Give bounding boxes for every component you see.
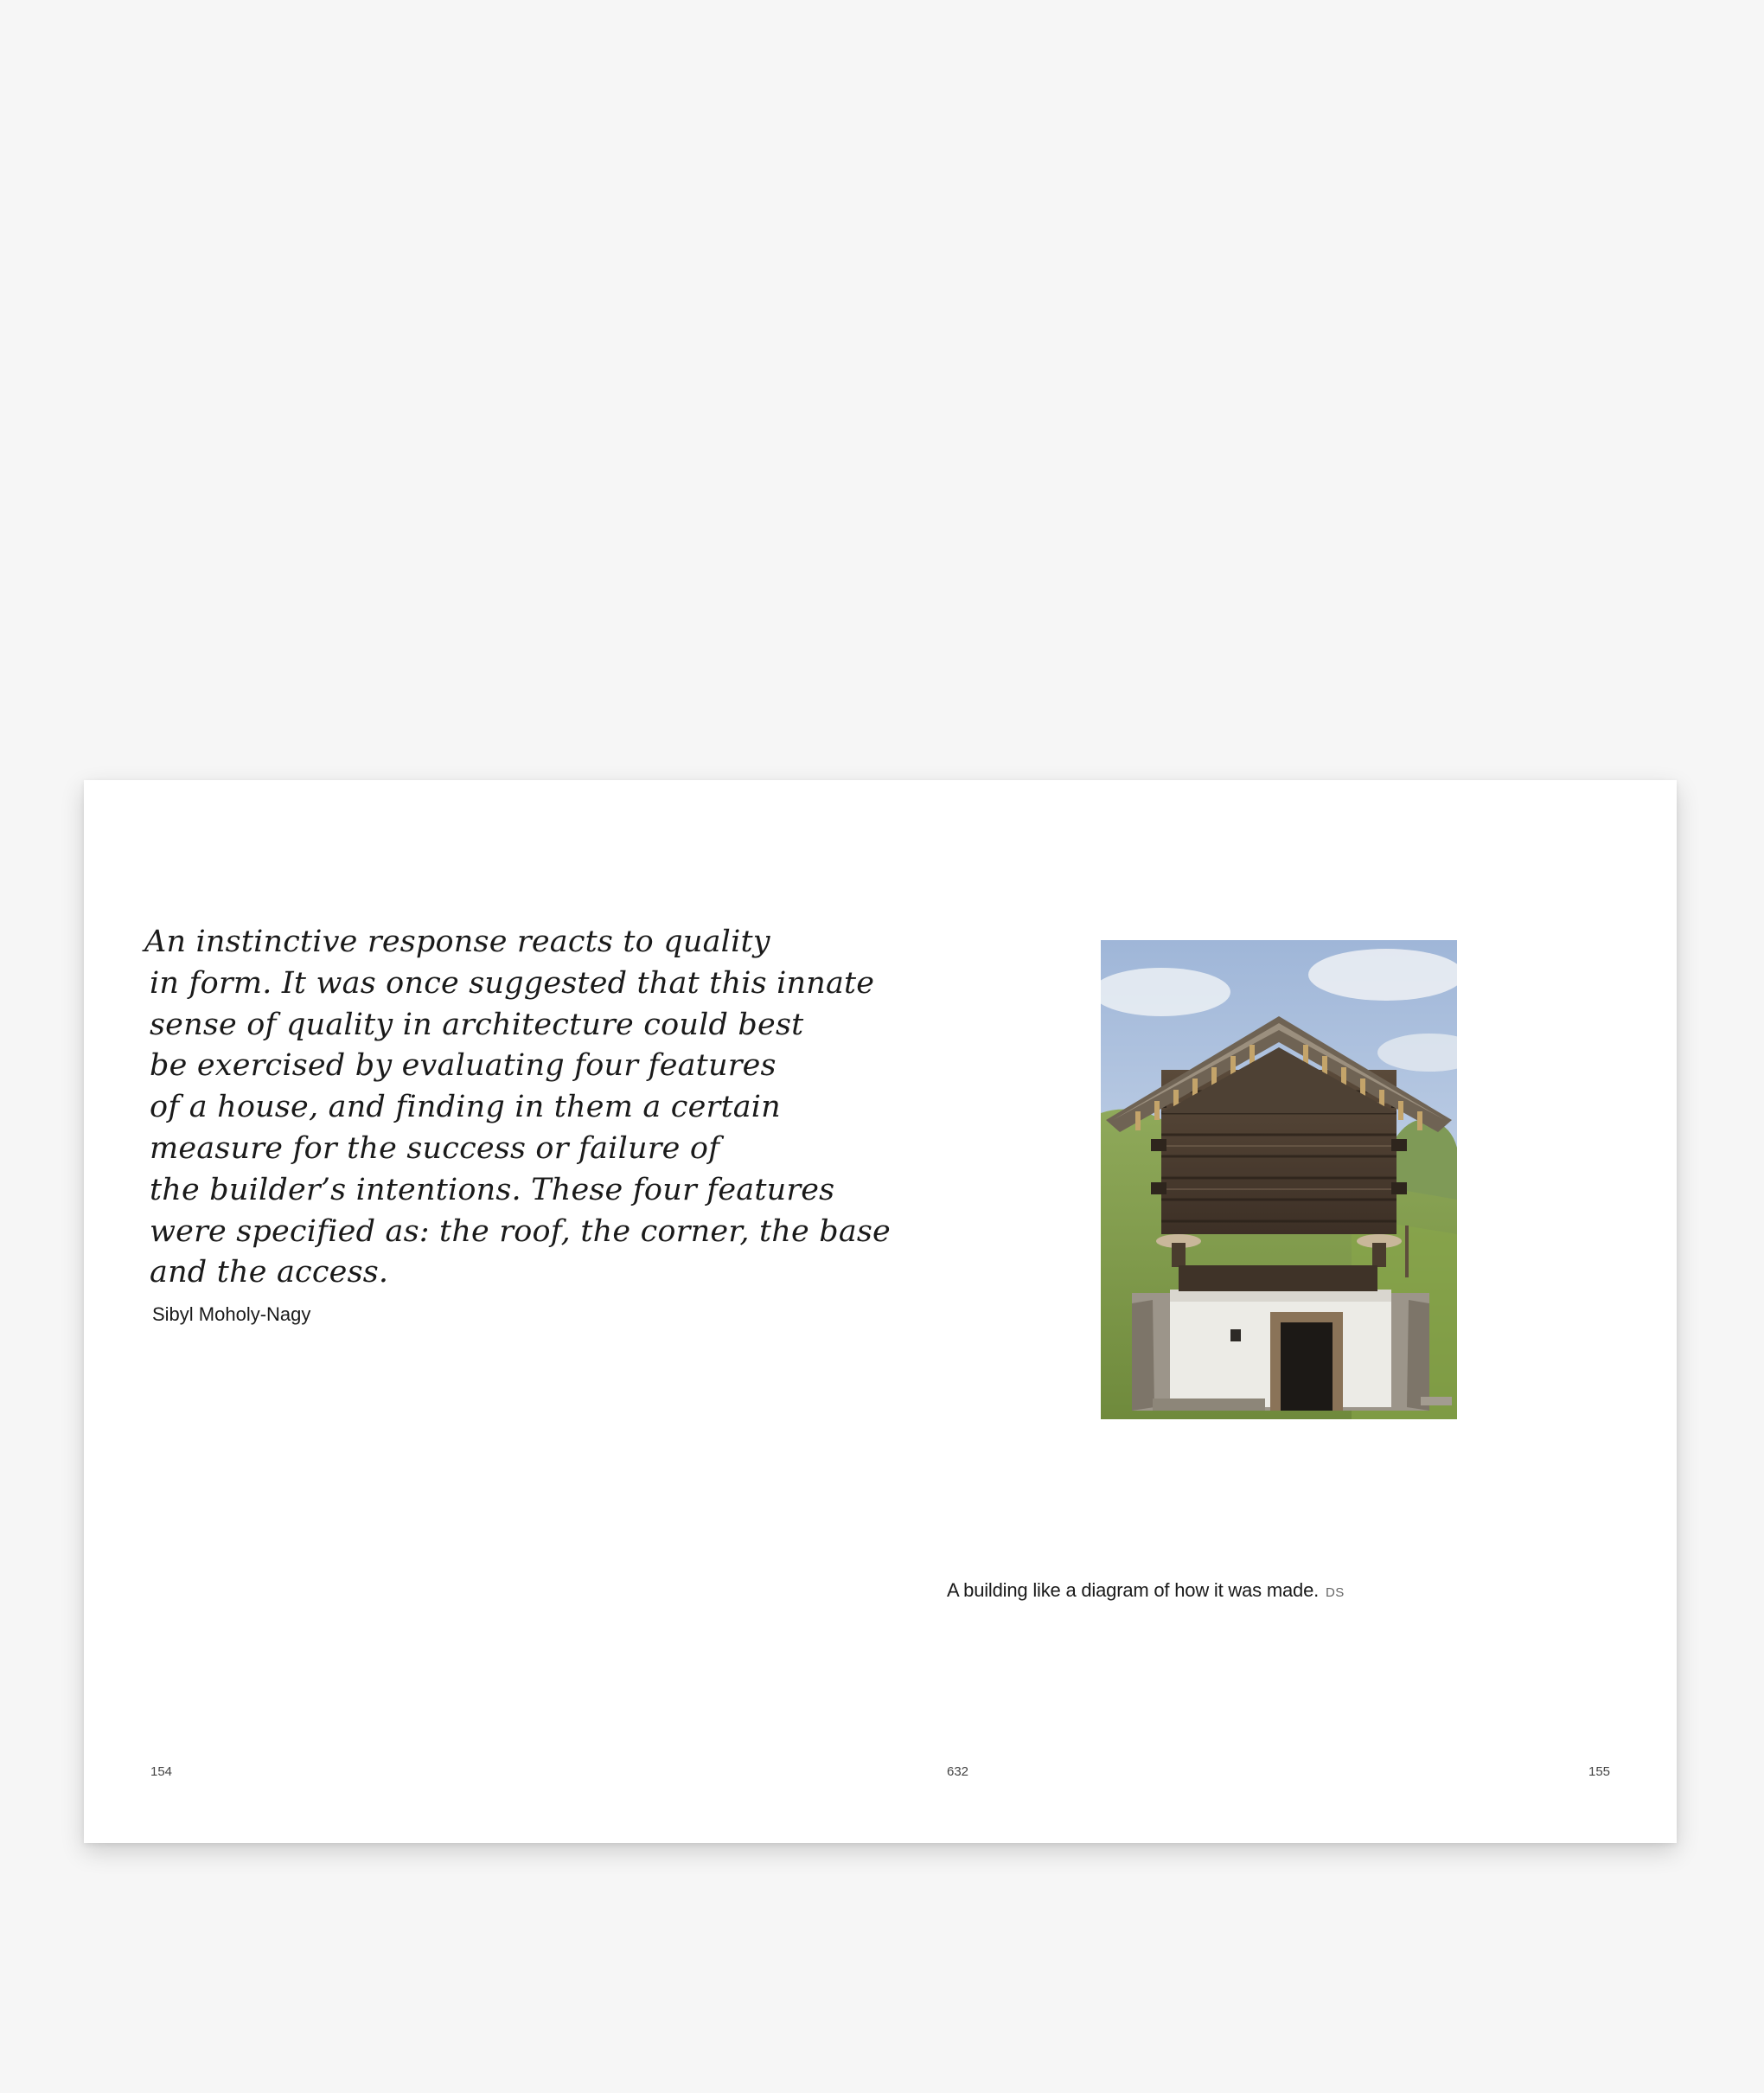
page-number-center: 632 <box>947 1764 969 1779</box>
quote-line: and the access. <box>150 1255 389 1290</box>
quote-line: were specified as: the roof, the corner, the base <box>150 1213 891 1249</box>
quote-line: An instinctive response reacts to quality <box>144 925 770 959</box>
pull-quote <box>144 922 923 1294</box>
quote-line: measure for the success or failure of <box>150 1130 720 1166</box>
quote-line: of a house, and finding in them a certain <box>150 1090 781 1125</box>
quote-line: the builder’s intentions. These four features <box>150 1172 835 1207</box>
quote-line: in form. It was once suggested that this innate <box>150 965 875 1001</box>
quote-line: sense of quality in architecture could best <box>150 1007 804 1042</box>
book-spread <box>84 780 1677 1843</box>
quote-attribution: Sibyl Moholy-Nagy <box>152 1303 311 1325</box>
quote-line: be exercised by evaluating four features <box>150 1048 777 1084</box>
wooden-hut-photo <box>1101 940 1457 1419</box>
photo-caption <box>947 1579 1345 1602</box>
caption-credit: DS <box>1325 1585 1345 1600</box>
page-number-left: 154 <box>150 1764 173 1779</box>
page-number-right: 155 <box>1588 1764 1611 1779</box>
caption-text: A building like a diagram of how it was made. <box>947 1579 1320 1601</box>
